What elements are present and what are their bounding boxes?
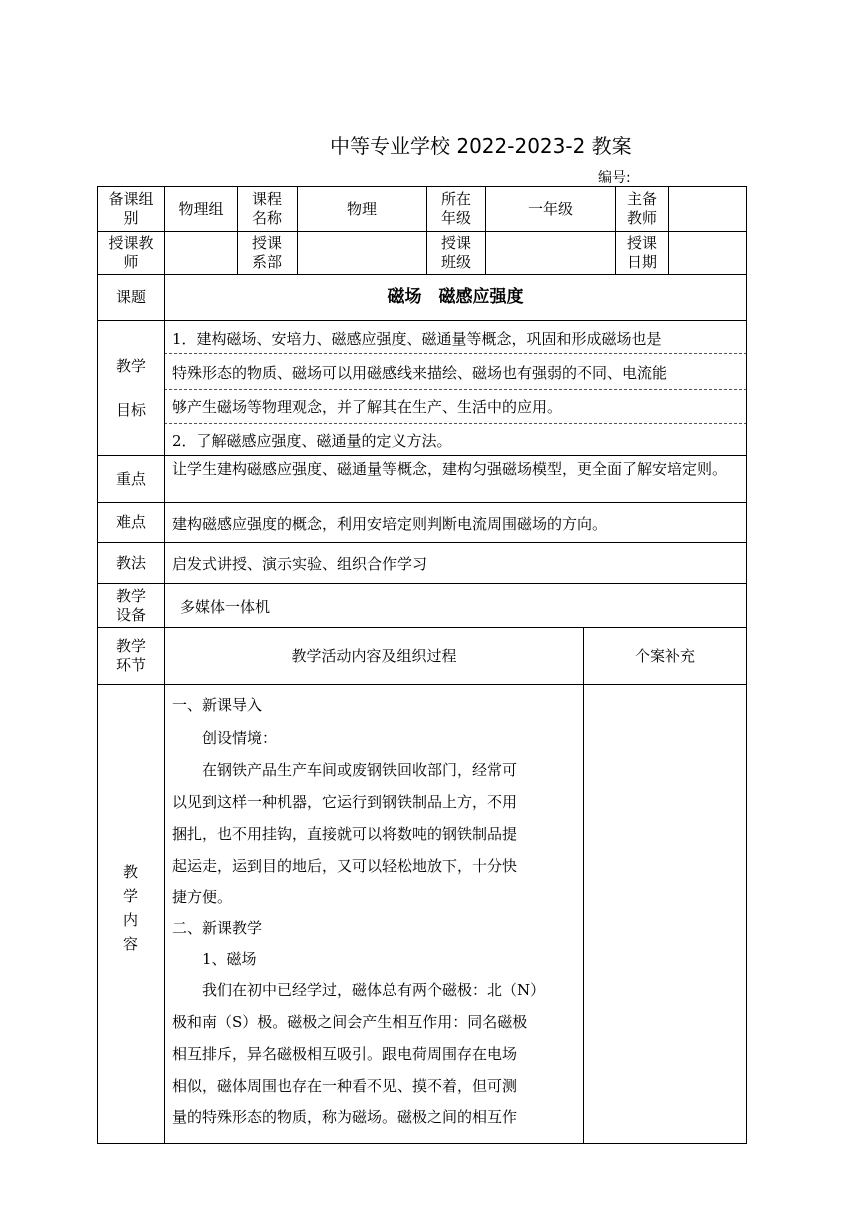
content-line: 1、磁场: [172, 950, 257, 968]
content-line: 一、新课导入: [172, 696, 263, 714]
supplement-header: 个案补充: [634, 646, 695, 665]
methods-label: 教法: [115, 553, 146, 572]
department-label: 授课系部: [251, 234, 282, 271]
topic-value: 磁场 磁感应强度: [387, 287, 524, 307]
key-points-value: 让学生建构磁感应强度、磁通量等概念，建构匀强磁场模型，更全面了解安培定则。: [172, 460, 728, 478]
content-line: 量的特殊形态的物质，称为磁场。磁极之间的相互作: [172, 1108, 518, 1126]
objectives-line: 够产生磁场等物理观念，并了解其在生产、生活中的应用。: [172, 398, 563, 416]
grade-value: 一年级: [527, 199, 573, 218]
lead-teacher-label: 主备教师: [626, 190, 657, 227]
content-line: 以见到这样一种机器，它运行到钢铁制品上方，不用: [172, 793, 518, 811]
objectives-label-2: 目标: [115, 400, 146, 419]
row-separator: [164, 389, 747, 390]
table-border: [746, 186, 747, 1144]
group-value: 物理组: [178, 199, 224, 218]
objectives-line: 1．建构磁场、安培力、磁感应强度、磁通量等概念，巩固和形成磁场也是: [172, 330, 662, 348]
content-line: 捷方便。: [172, 888, 233, 906]
table-border: [97, 684, 747, 685]
department-value: [298, 232, 426, 274]
methods-value: 启发式讲授、演示实验、组织合作学习: [172, 555, 428, 573]
table-border: [583, 627, 584, 1144]
content-line: 捆扎，也不用挂钩，直接就可以将数吨的钢铁制品提: [172, 825, 518, 843]
equipment-value: 多媒体一体机: [180, 598, 271, 616]
key-points-label: 重点: [115, 469, 146, 488]
table-border: [237, 186, 238, 274]
row-separator: [164, 423, 747, 424]
objectives-line: 特殊形态的物质、磁场可以用磁感线来描绘、磁场也有强弱的不同、电流能: [172, 364, 668, 382]
process-content-header: 教学活动内容及组织过程: [291, 646, 457, 665]
teaching-content-label: 教 学 内 容: [122, 863, 138, 953]
topic-label: 课题: [115, 288, 146, 306]
table-border: [97, 186, 98, 1144]
class-value: [486, 232, 615, 274]
grade-label: 所在年级: [440, 190, 471, 227]
group-label: 备课组别: [108, 190, 154, 227]
table-border: [97, 583, 747, 584]
equipment-label: 教学设备: [115, 586, 146, 624]
objectives-label-1: 教学: [115, 356, 146, 375]
course-label: 课程名称: [251, 190, 282, 227]
content-line: 在钢铁产品生产车间或废钢铁回收部门，经常可: [172, 761, 518, 779]
serial-number-label: 编号:: [598, 170, 631, 186]
table-border: [97, 542, 747, 543]
table-border: [97, 1143, 747, 1144]
content-line: 我们在初中已经学过，磁体总有两个磁极：北（N）: [172, 981, 546, 999]
page-title: 中等专业学校 2022-2023-2 教案: [330, 134, 632, 158]
table-border: [426, 186, 427, 274]
table-border: [97, 502, 747, 503]
content-line: 起运走，运到目的地后，又可以轻松地放下，十分快: [172, 857, 518, 875]
table-border: [97, 455, 747, 456]
content-line: 二、新课教学: [172, 919, 263, 937]
objectives-line: 2．了解磁感应强度、磁通量的定义方法。: [172, 432, 452, 450]
row-separator: [164, 353, 747, 354]
lead-teacher-value: [669, 187, 746, 231]
difficulties-value: 建构磁感应强度的概念，利用安培定则判断电流周围磁场的方向。: [172, 515, 608, 533]
content-line: 相互排斥，异名磁极相互吸引。跟电荷周围存在电场: [172, 1045, 518, 1063]
process-stage-label: 教学环节: [115, 637, 146, 674]
date-value: [669, 232, 746, 274]
content-line: 相似，磁体周围也存在一种看不见、摸不着，但可测: [172, 1077, 518, 1095]
content-line: 极和南（S）极。磁极之间会产生相互作用：同名磁极: [172, 1013, 528, 1031]
teacher-label: 授课教师: [108, 234, 154, 271]
class-label: 授课班级: [440, 234, 471, 271]
difficulties-label: 难点: [115, 513, 146, 531]
table-border: [615, 186, 616, 274]
teacher-value: [165, 232, 237, 274]
course-value: 物理: [346, 199, 377, 218]
content-line: 创设情境：: [172, 729, 278, 747]
table-border: [97, 320, 747, 321]
date-label: 授课日期: [626, 234, 657, 271]
